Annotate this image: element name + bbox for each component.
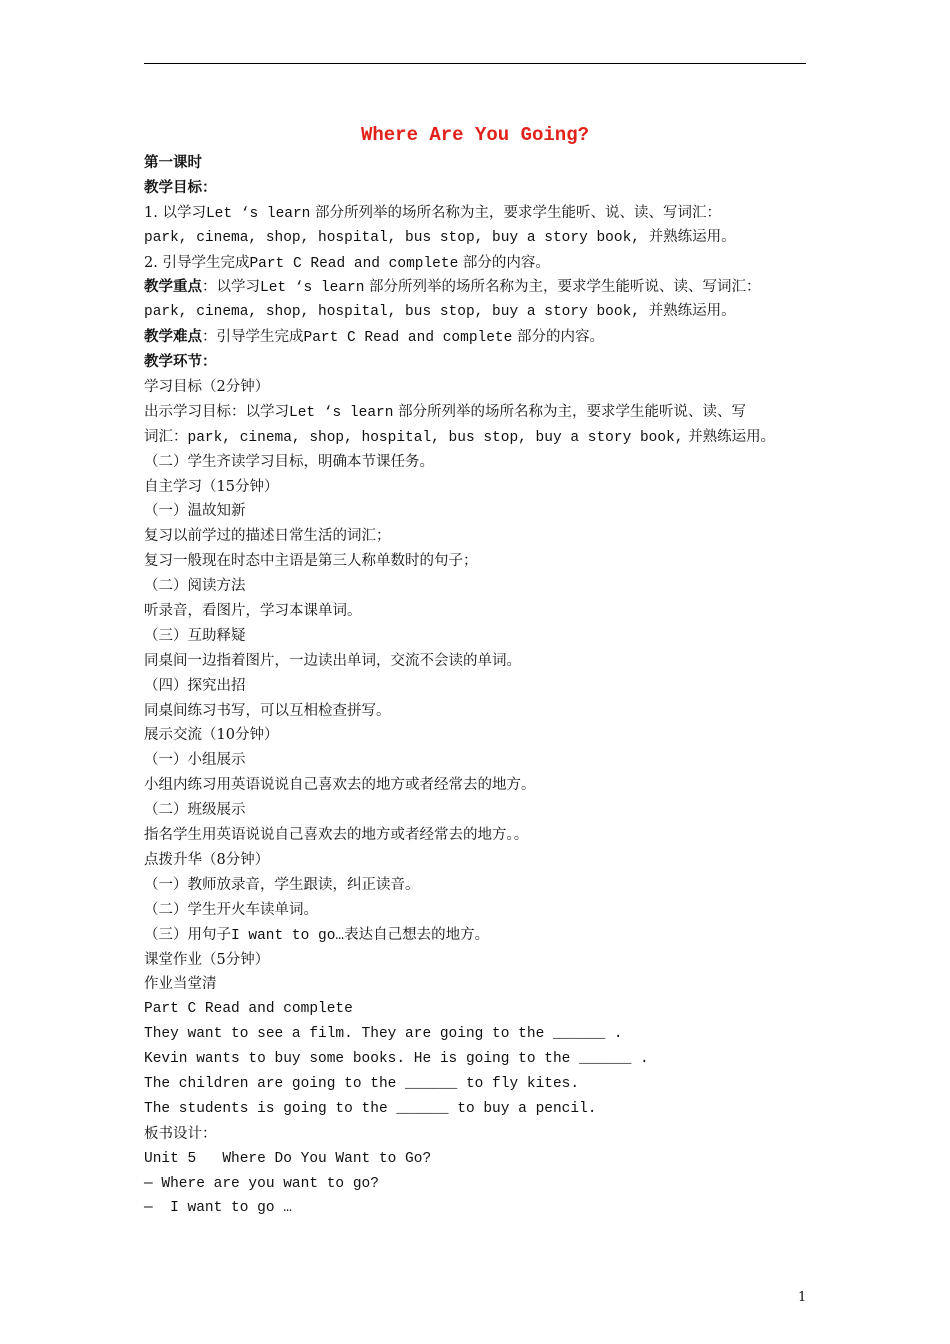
text: 部分所列举的场所名称为主，要求学生能听说、读、写 — [393, 403, 747, 420]
paragraph-line — [144, 425, 824, 450]
board-line: — I want to go … — [144, 1200, 292, 1217]
subsection-heading: （二）阅读方法 — [144, 578, 246, 595]
steps-heading: 教学环节： — [144, 353, 217, 371]
subsection-heading: （二）班级展示 — [144, 802, 246, 819]
goals-heading: 教学目标： — [144, 178, 217, 196]
text: I want to go… — [231, 927, 345, 944]
lesson-label: 第一课时 — [144, 154, 202, 171]
exercise-item: The students is going to the ______ to buy a pencil. — [144, 1100, 597, 1117]
exercise-item: They want to see a film. They are going to the ______ . — [144, 1026, 623, 1043]
paragraph-line: 作业当堂清 — [144, 976, 217, 993]
paragraph-line: 同桌间一边指着图片，一边读出单词，交流不会读的单词。 — [144, 652, 521, 669]
text: Part C Read and complete — [303, 330, 513, 347]
section-heading: 板书设计： — [144, 1125, 217, 1142]
paragraph-line: 指名学生用英语说说自己喜欢去的地方或者经常去的地方。。 — [144, 827, 529, 844]
page-title: Where Are You Going? — [360, 124, 590, 146]
text: ：引导学生完成 — [202, 329, 304, 346]
text: （三）用句子 — [144, 926, 231, 943]
goal-1 — [144, 201, 824, 226]
text: ：以学习 — [202, 279, 260, 296]
paragraph-line: 复习以前学过的描述日常生活的词汇； — [144, 528, 391, 545]
paragraph-line: 听录音，看图片，学习本课单词。 — [144, 603, 362, 620]
paragraph-line: （二）学生齐读学习目标，明确本节课任务。 — [144, 453, 434, 470]
text: Let ‘s learn — [289, 404, 394, 421]
subsection-heading: （三）互助释疑 — [144, 627, 246, 644]
goal-1-vocab: park, cinema, shop, hospital, bus stop, buy a story book, 并熟练运用。 — [144, 229, 736, 246]
difficulties-label: 教学难点 — [144, 328, 202, 346]
text: 词汇： — [144, 428, 188, 445]
section-heading: 学习目标（2分钟） — [144, 379, 270, 396]
text: 出示学习目标：以学习 — [144, 403, 289, 420]
text: 部分所列举的场所名称为主，要求学生能听、说、读、写词汇： — [310, 204, 721, 221]
text: Let ‘s learn — [205, 205, 311, 222]
difficulties — [144, 325, 824, 350]
text: 并熟练运用。 — [683, 428, 776, 445]
document-body — [144, 151, 824, 1221]
paragraph-line — [144, 923, 824, 948]
section-heading: 点拨升华（8分钟） — [144, 851, 270, 868]
text: park, cinema, shop, hospital, bus stop, buy a story book, — [187, 429, 684, 446]
subsection-heading: （一）小组展示 — [144, 752, 246, 769]
key-points-label: 教学重点 — [144, 278, 202, 296]
text: 表达自己想去的地方。 — [344, 926, 490, 943]
text: Let ‘s learn — [260, 280, 365, 297]
text: 部分所列举的场所名称为主，要求学生能听说、读、写词汇： — [364, 279, 761, 296]
exercise-heading: Part C Read and complete — [144, 1001, 353, 1018]
paragraph-line: 同桌间练习书写，可以互相检查拼写。 — [144, 702, 391, 719]
subsection-heading: （四）探究出招 — [144, 677, 246, 694]
subsection-heading: （一）温故知新 — [144, 503, 246, 520]
exercise-item: The children are going to the ______ to fly kites. — [144, 1075, 580, 1092]
text: 1. 以学习 — [144, 204, 206, 221]
key-points — [144, 275, 824, 300]
key-points-vocab: park, cinema, shop, hospital, bus stop, buy a story book, 并熟练运用。 — [144, 304, 736, 321]
paragraph-line: （一）教师放录音，学生跟读，纠正读音。 — [144, 876, 420, 893]
section-heading: 自主学习（15分钟） — [144, 478, 279, 495]
board-line: Unit 5 Where Do You Want to Go? — [144, 1150, 432, 1167]
text: 2. 引导学生完成 — [144, 254, 250, 271]
paragraph-line: （二）学生开火车读单词。 — [144, 901, 318, 918]
paragraph-line: 复习一般现在时态中主语是第三人称单数时的句子； — [144, 553, 478, 570]
goal-2 — [144, 251, 824, 276]
page-number: 1 — [798, 1290, 807, 1305]
header-rule — [144, 63, 806, 64]
text: 部分的内容。 — [458, 254, 550, 271]
paragraph-line: 小组内练习用英语说说自己喜欢去的地方或者经常去的地方。 — [144, 777, 536, 794]
section-heading: 课堂作业（5分钟） — [144, 951, 270, 968]
section-heading: 展示交流（10分钟） — [144, 727, 279, 744]
board-line: — Where are you want to go? — [144, 1175, 379, 1192]
paragraph-line — [144, 400, 824, 425]
exercise-item: Kevin wants to buy some books. He is going to the ______ . — [144, 1051, 649, 1068]
text: 部分的内容。 — [512, 329, 604, 346]
text: Part C Read and complete — [249, 255, 459, 272]
